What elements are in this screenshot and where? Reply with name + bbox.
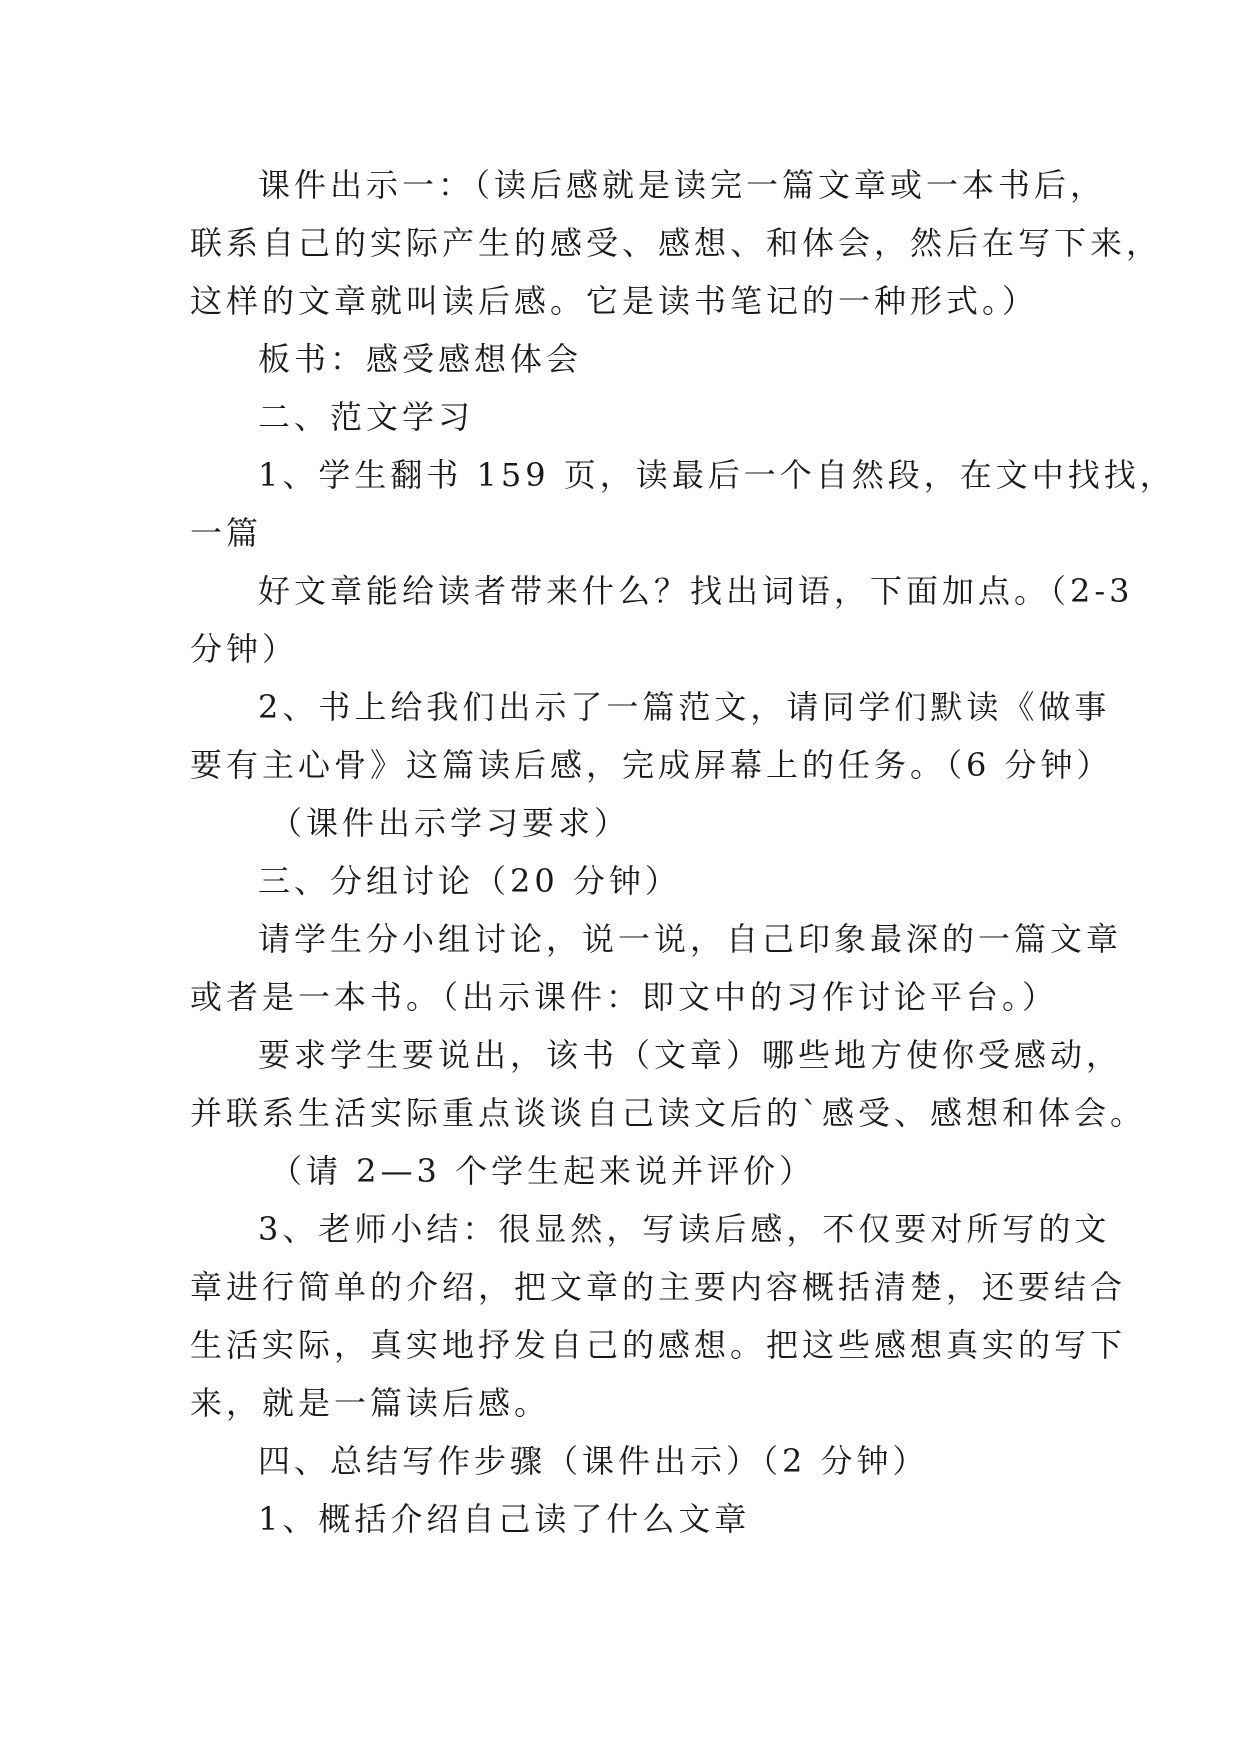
text-line: 章进行简单的介绍，把文章的主要内容概括清楚，还要结合 (190, 1268, 1127, 1306)
text-line: 3、老师小结：很显然，写读后感，不仅要对所写的文 (258, 1210, 1111, 1248)
text-line: 分钟） (190, 630, 299, 668)
text-line: 这样的文章就叫读后感。它是读书笔记的一种形式。） (190, 282, 1039, 320)
text-line: 2、书上给我们出示了一篇范文，请同学们默读《做事 (258, 688, 1111, 726)
section-heading: 四、总结写作步骤（课件出示）（2 分钟） (258, 1442, 929, 1480)
text-line: 或者是一本书。（出示课件：即文中的习作讨论平台。） (190, 978, 1059, 1016)
text-line: 联系自己的实际产生的感受、感想、和体会，然后在写下来， (190, 224, 1163, 262)
text-line: 1、概括介绍自己读了什么文章 (258, 1500, 751, 1538)
text-line: 来，就是一篇读后感。 (190, 1384, 551, 1422)
text-line: 一篇 (190, 514, 263, 552)
text-line: 并联系生活实际重点谈谈自己读文后的`感受、感想和体会。 (190, 1094, 1147, 1132)
text-line: 要有主心骨》这篇读后感，完成屏幕上的任务。（6 分钟） (190, 746, 1113, 784)
text-line: 生活实际，真实地抒发自己的感想。把这些感想真实的写下 (190, 1326, 1127, 1364)
text-line: 课件出示一：（读后感就是读完一篇文章或一本书后， (258, 166, 1107, 204)
text-line: 板书：感受感想体会 (258, 340, 583, 378)
document-body (190, 156, 1176, 1548)
section-heading: 三、分组讨论（20 分钟） (258, 862, 681, 900)
text-line: （请 2—3 个学生起来说并评价） (270, 1152, 816, 1190)
text-line: 好文章能给读者带来什么？找出词语，下面加点。（2-3 (258, 572, 1134, 610)
text-line: 请学生分小组讨论，说一说，自己印象最深的一篇文章 (258, 920, 1123, 958)
text-line: 要求学生要说出，该书（文章）哪些地方使你受感动， (258, 1036, 1123, 1074)
text-line: （课件出示学习要求） (270, 804, 631, 842)
section-heading: 二、范文学习 (258, 398, 475, 436)
text-line: 1、学生翻书 159 页，读最后一个自然段，在文中找找， (258, 456, 1176, 494)
